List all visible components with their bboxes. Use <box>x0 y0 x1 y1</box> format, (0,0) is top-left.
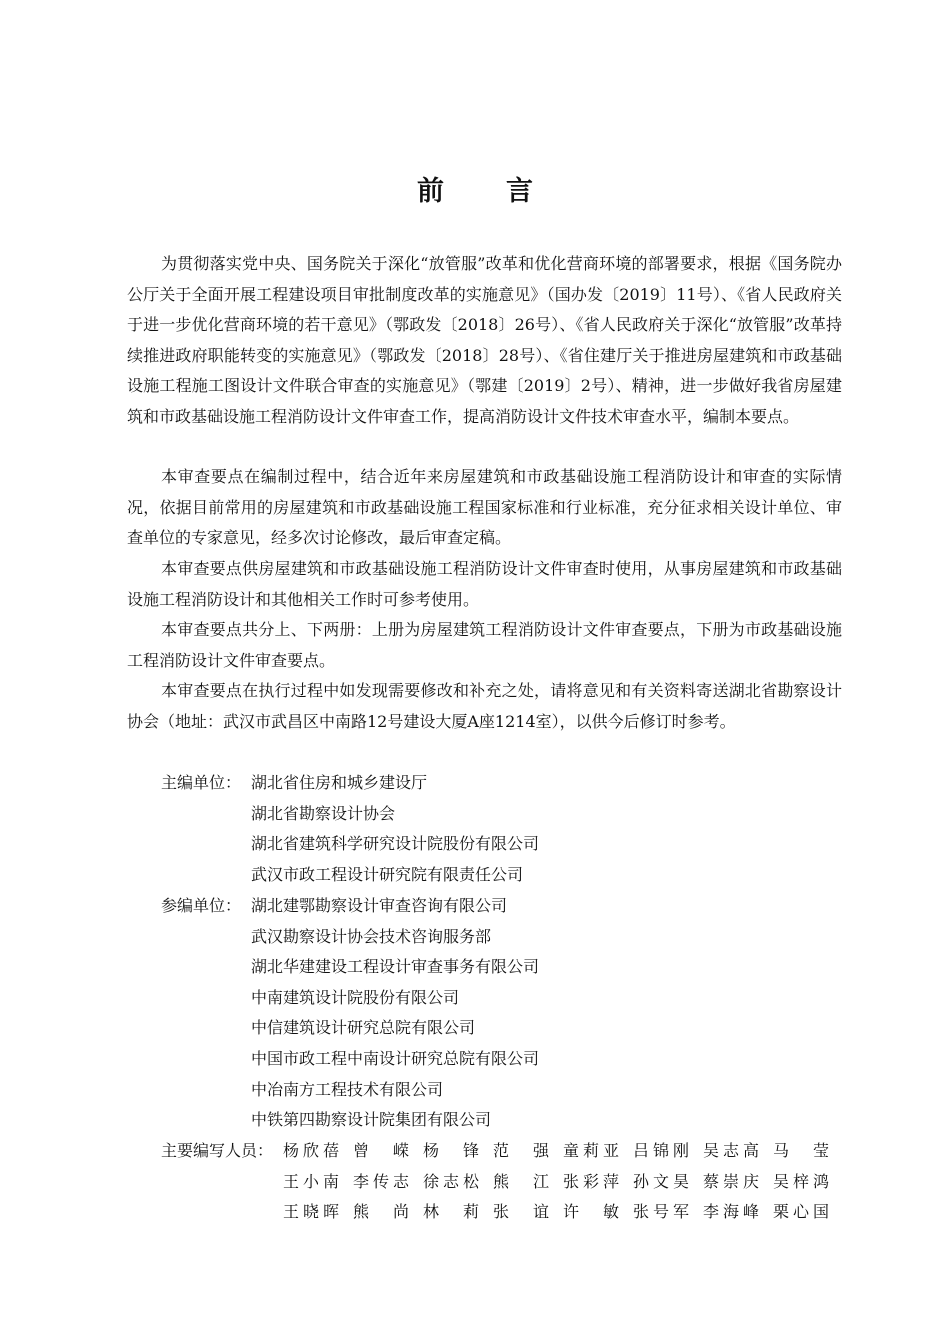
writers-list <box>161 1136 861 1228</box>
writers-row <box>161 1197 861 1228</box>
unit-name: 中南建筑设计院股份有限公司 <box>251 987 460 1007</box>
unit-name: 湖北省建筑科学研究设计院股份有限公司 <box>251 834 540 854</box>
assoc-units-label: 参编单位： <box>161 896 242 915</box>
writer-name: 王小南 <box>283 1171 339 1191</box>
unit-name: 武汉勘察设计协会技术咨询服务部 <box>251 926 492 946</box>
writer-name: 吕锦刚 <box>633 1141 689 1160</box>
writer-name: 杨欣蓓 <box>283 1141 339 1160</box>
unit-name: 中冶南方工程技术有限公司 <box>251 1079 444 1099</box>
unit-name: 武汉市政工程设计研究院有限责任公司 <box>251 864 524 884</box>
list-item <box>161 1013 861 1044</box>
writer-name: 孙文昊 <box>633 1171 689 1191</box>
list-item <box>161 891 861 922</box>
writer-name: 吴梓鸿 <box>773 1171 829 1191</box>
chief-units-list <box>161 768 861 890</box>
list-item <box>161 860 861 891</box>
unit-name: 湖北华建建设工程设计审查事务有限公司 <box>251 957 540 977</box>
list-item <box>161 829 861 860</box>
list-item <box>161 1105 861 1136</box>
list-item <box>161 1044 861 1075</box>
writer-name: 栗心国 <box>773 1202 829 1222</box>
writer-name: 林 莉 <box>423 1202 479 1222</box>
writer-name: 吴志高 <box>703 1141 759 1160</box>
unit-name: 湖北建鄂勘察设计审查咨询有限公司 <box>251 896 508 915</box>
assoc-units-list <box>161 891 861 1136</box>
list-item <box>161 768 861 799</box>
list-item <box>161 1075 861 1106</box>
list-item <box>161 952 861 983</box>
paragraph-volumes: 本审查要点共分上、下两册：上册为房屋建筑工程消防设计文件审查要点，下册为市政基础设施工程消防设计文件审查要点。 <box>127 620 842 670</box>
unit-name: 中铁第四勘察设计院集团有限公司 <box>251 1110 492 1130</box>
list-item <box>161 799 861 830</box>
paragraph-purpose: 为贯彻落实党中央、国务院关于深化“放管服”改革和优化营商环境的部署要求，根据《国务院办公厅关于全面开展工程建设项目审批制度改革的实施意见》（国办发〔2019〕11号）、《省人民政府关于进一步优化营商环境的若干意见》（鄂政发〔2018〕26号）、《省人民政府关于深化“放管服”改革持续推进政府职能转变的实施意见》（鄂政发〔2018〕28号）、《省住建厅关于推进房屋建筑和市政基础设施工程施工图设计文件联合审查的实施意见》（鄂建〔2019〕2号）、精神，进一步做好我省房屋建筑和市政基础设施工程消防设计文件审查工作，提高消防设计文件技术审查水平，编制本要点。 <box>127 254 842 426</box>
page-title: 前言 <box>417 176 595 207</box>
writer-name: 蔡崇庆 <box>703 1171 759 1191</box>
writer-name: 李传志 <box>353 1171 409 1191</box>
unit-name: 湖北省住房和城乡建设厅 <box>251 773 428 792</box>
paragraph-process: 本审查要点在编制过程中，结合近年来房屋建筑和市政基础设施工程消防设计和审查的实际情况，依据目前常用的房屋建筑和市政基础设施工程国家标准和行业标准，充分征求相关设计单位、审查单位的专家意见，经多次讨论修改，最后审查定稿。 <box>127 467 842 548</box>
writer-name: 童莉亚 <box>563 1141 619 1160</box>
writer-name: 马 莹 <box>773 1141 829 1160</box>
writer-name: 熊 尚 <box>353 1202 409 1222</box>
writer-name: 许 敏 <box>563 1202 619 1222</box>
unit-name: 中国市政工程中南设计研究总院有限公司 <box>251 1048 540 1068</box>
writer-name: 曾 嵘 <box>353 1141 409 1160</box>
writer-name: 范 强 <box>493 1141 549 1160</box>
unit-name: 中信建筑设计研究总院有限公司 <box>251 1018 476 1038</box>
writers-row <box>161 1167 861 1198</box>
paragraph-usage: 本审查要点供房屋建筑和市政基础设施工程消防设计文件审查时使用，从事房屋建筑和市政基础设施工程消防设计和其他相关工作时可参考使用。 <box>127 559 842 609</box>
list-item <box>161 922 861 953</box>
writer-name: 徐志松 <box>423 1171 479 1191</box>
writer-name: 张号军 <box>633 1202 689 1222</box>
writers-label: 主要编写人员： <box>161 1141 274 1160</box>
writers-row <box>161 1136 861 1167</box>
list-item <box>161 983 861 1014</box>
unit-name: 湖北省勘察设计协会 <box>251 803 396 823</box>
writer-name: 李海峰 <box>703 1202 759 1222</box>
paragraph-feedback: 本审查要点在执行过程中如发现需要修改和补充之处，请将意见和有关资料寄送湖北省勘察设计协会（地址：武汉市武昌区中南路12号建设大厦A座1214室），以供今后修订时参考。 <box>127 681 842 731</box>
writer-name: 杨 锋 <box>423 1141 479 1160</box>
writer-name: 熊 江 <box>493 1171 549 1191</box>
writer-name: 张彩萍 <box>563 1171 619 1191</box>
writer-name: 王晓晖 <box>283 1202 339 1222</box>
writer-name: 张 谊 <box>493 1202 549 1222</box>
chief-units-label: 主编单位： <box>161 773 242 792</box>
